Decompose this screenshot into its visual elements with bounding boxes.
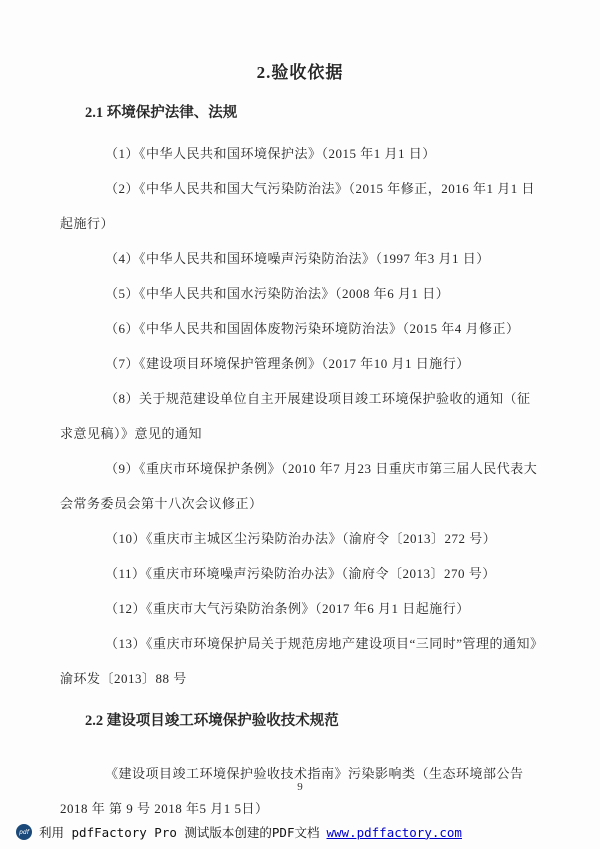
legal-item: （9）《重庆市环境保护条例》（2010 年7 月23 日重庆市第三届人民代表大会常务委员会第十八次会议修正） bbox=[60, 461, 538, 511]
legal-item: （11）《重庆市环境噪声污染防治办法》（渝府令〔2013〕270 号） bbox=[105, 566, 496, 581]
watermark-text: 利用 pdfFactory Pro 测试版本创建的PDF文档 bbox=[39, 825, 320, 840]
legal-item: （10）《重庆市主城区尘污染防治办法》（渝府令〔2013〕272 号） bbox=[105, 531, 497, 546]
pdffactory-link[interactable]: www.pdffactory.com bbox=[326, 824, 462, 840]
pdffactory-watermark bbox=[16, 823, 462, 841]
legal-item: （12）《重庆市大气污染防治条例》（2017 年6 月1 日起施行） bbox=[105, 601, 470, 616]
section-heading-2-1: 2.1 环境保护法律、法规 bbox=[85, 105, 238, 121]
legal-item: （2）《中华人民共和国大气污染防治法》（2015 年修正，2016 年1 月1 日起施行） bbox=[60, 181, 536, 231]
legal-item: （5）《中华人民共和国水污染防治法》（2008 年6 月1 日） bbox=[105, 286, 450, 301]
legal-items-list bbox=[60, 136, 540, 696]
page-number: 9 bbox=[297, 781, 303, 793]
section-heading-2-2: 2.2 建设项目竣工环境保护验收技术规范 bbox=[85, 713, 339, 729]
legal-item: （7）《建设项目环境保护管理条例》（2017 年10 月1 日施行） bbox=[105, 356, 470, 371]
legal-item: （6）《中华人民共和国固体废物污染环境防治法》（2015 年4 月修正） bbox=[105, 321, 520, 336]
legal-item: （4）《中华人民共和国环境噪声污染防治法》（1997 年3 月1 日） bbox=[105, 251, 490, 266]
technical-spec-paragraph: 《建设项目竣工环境保护验收技术指南》污染影响类（生态环境部公告 2018 年 第 9 号 2018 年5 月1 5日） bbox=[60, 766, 524, 816]
pdffactory-logo-icon: pdf bbox=[16, 824, 32, 840]
legal-item: （8）关于规范建设单位自主开展建设项目竣工环境保护验收的通知（征求意见稿）》意见的通知 bbox=[60, 391, 531, 441]
page-title: 2.验收依据 bbox=[256, 63, 344, 82]
legal-item: （1）《中华人民共和国环境保护法》（2015 年1 月1 日） bbox=[105, 146, 436, 161]
legal-item: （13）《重庆市环境保护局关于规范房地产建设项目“三同时”管理的通知》渝环发〔2013〕88 号 bbox=[60, 636, 538, 686]
